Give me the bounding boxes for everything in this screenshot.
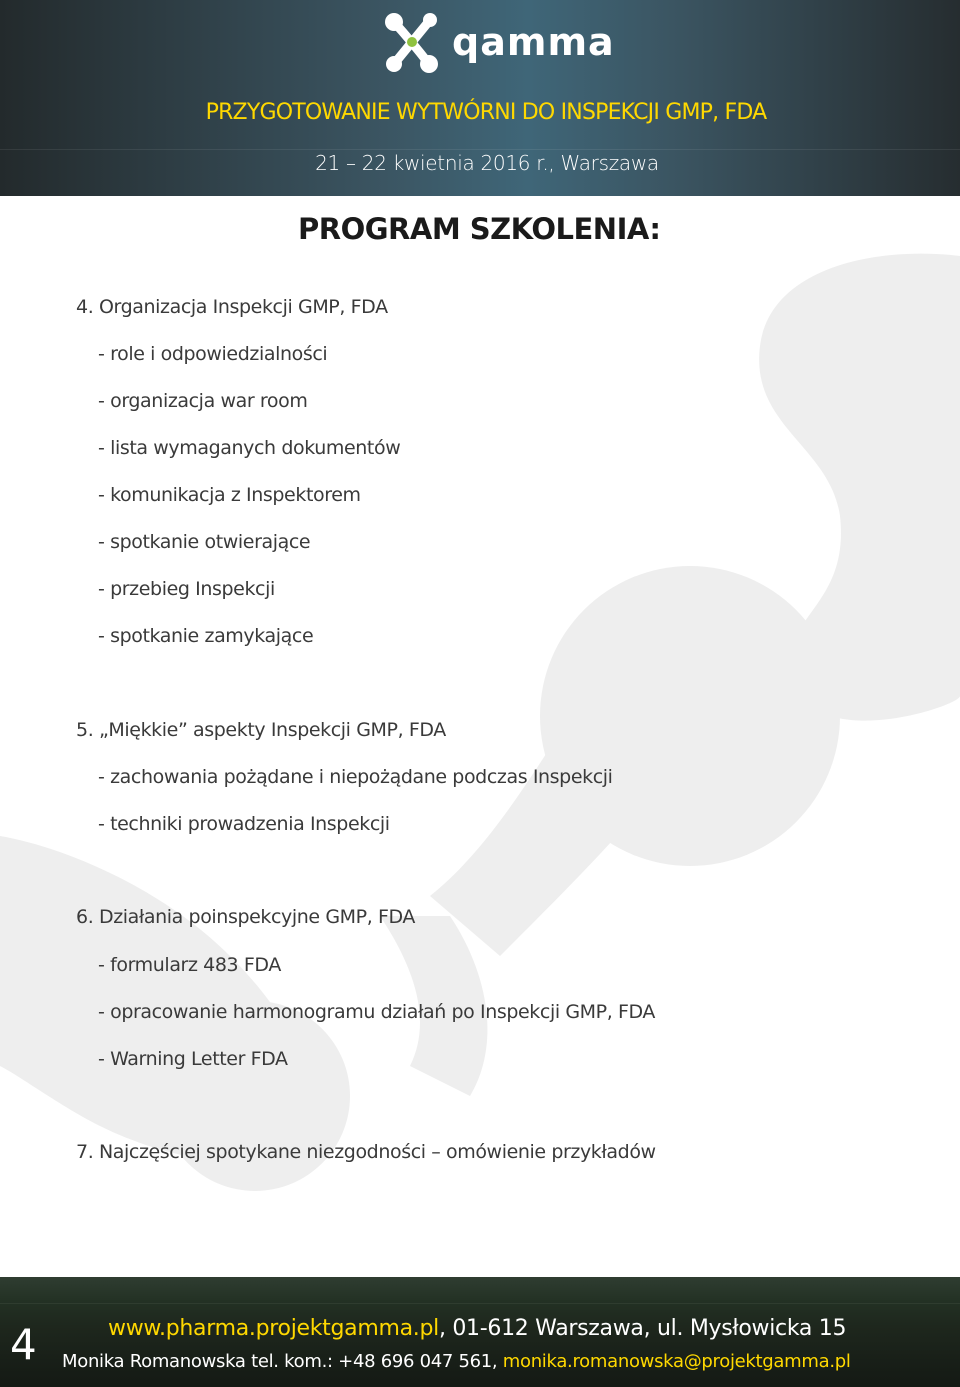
list-item: - formularz 483 FDA — [98, 954, 281, 976]
section-title-5: 5. „Miękkie” aspekty Inspekcji GMP, FDA — [76, 719, 446, 741]
footer-contact-line — [62, 1351, 851, 1372]
list-item: - techniki prowadzenia Inspekcji — [98, 813, 390, 835]
list-item: - role i odpowiedzialności — [98, 343, 328, 365]
list-item: - komunikacja z Inspektorem — [98, 484, 361, 506]
list-item: - Warning Letter FDA — [98, 1048, 288, 1070]
event-date: 21 – 22 kwietnia 2016 r., Warszawa — [315, 151, 659, 175]
contact-text: Monika Romanowska tel. kom.: +48 696 047 561, — [62, 1351, 503, 1372]
list-item: - organizacja war room — [98, 390, 308, 412]
event-title: PRZYGOTOWANIE WYTWÓRNI DO INSPEKCJI GMP, FDA — [205, 100, 767, 125]
list-item: - lista wymaganych dokumentów — [98, 437, 401, 459]
brand-name: qamma — [452, 20, 615, 64]
list-item: - zachowania pożądane i niepożądane podczas Inspekcji — [98, 766, 613, 788]
footer-address-line — [108, 1316, 846, 1341]
email-link[interactable]: monika.romanowska@projektgamma.pl — [502, 1351, 851, 1372]
section-title-4: 4. Organizacja Inspekcji GMP, FDA — [76, 296, 388, 318]
list-item: - opracowanie harmonogramu działań po Inspekcji GMP, FDA — [98, 1001, 656, 1023]
list-item: - spotkanie zamykające — [98, 625, 314, 647]
website-link[interactable]: www.pharma.projektgamma.pl — [108, 1316, 439, 1341]
program-heading: PROGRAM SZKOLENIA: — [298, 212, 661, 246]
section-title-7: 7. Najczęściej spotykane niezgodności – omówienie przykładów — [76, 1141, 656, 1163]
list-item: - spotkanie otwierające — [98, 531, 311, 553]
section-title-6: 6. Działania poinspekcyjne GMP, FDA — [76, 906, 416, 928]
address-text: , 01-612 Warszawa, ul. Mysłowicka 15 — [438, 1316, 847, 1341]
header-banner — [0, 0, 960, 196]
list-item: - przebieg Inspekcji — [98, 578, 275, 600]
page-number: 4 — [10, 1320, 37, 1369]
